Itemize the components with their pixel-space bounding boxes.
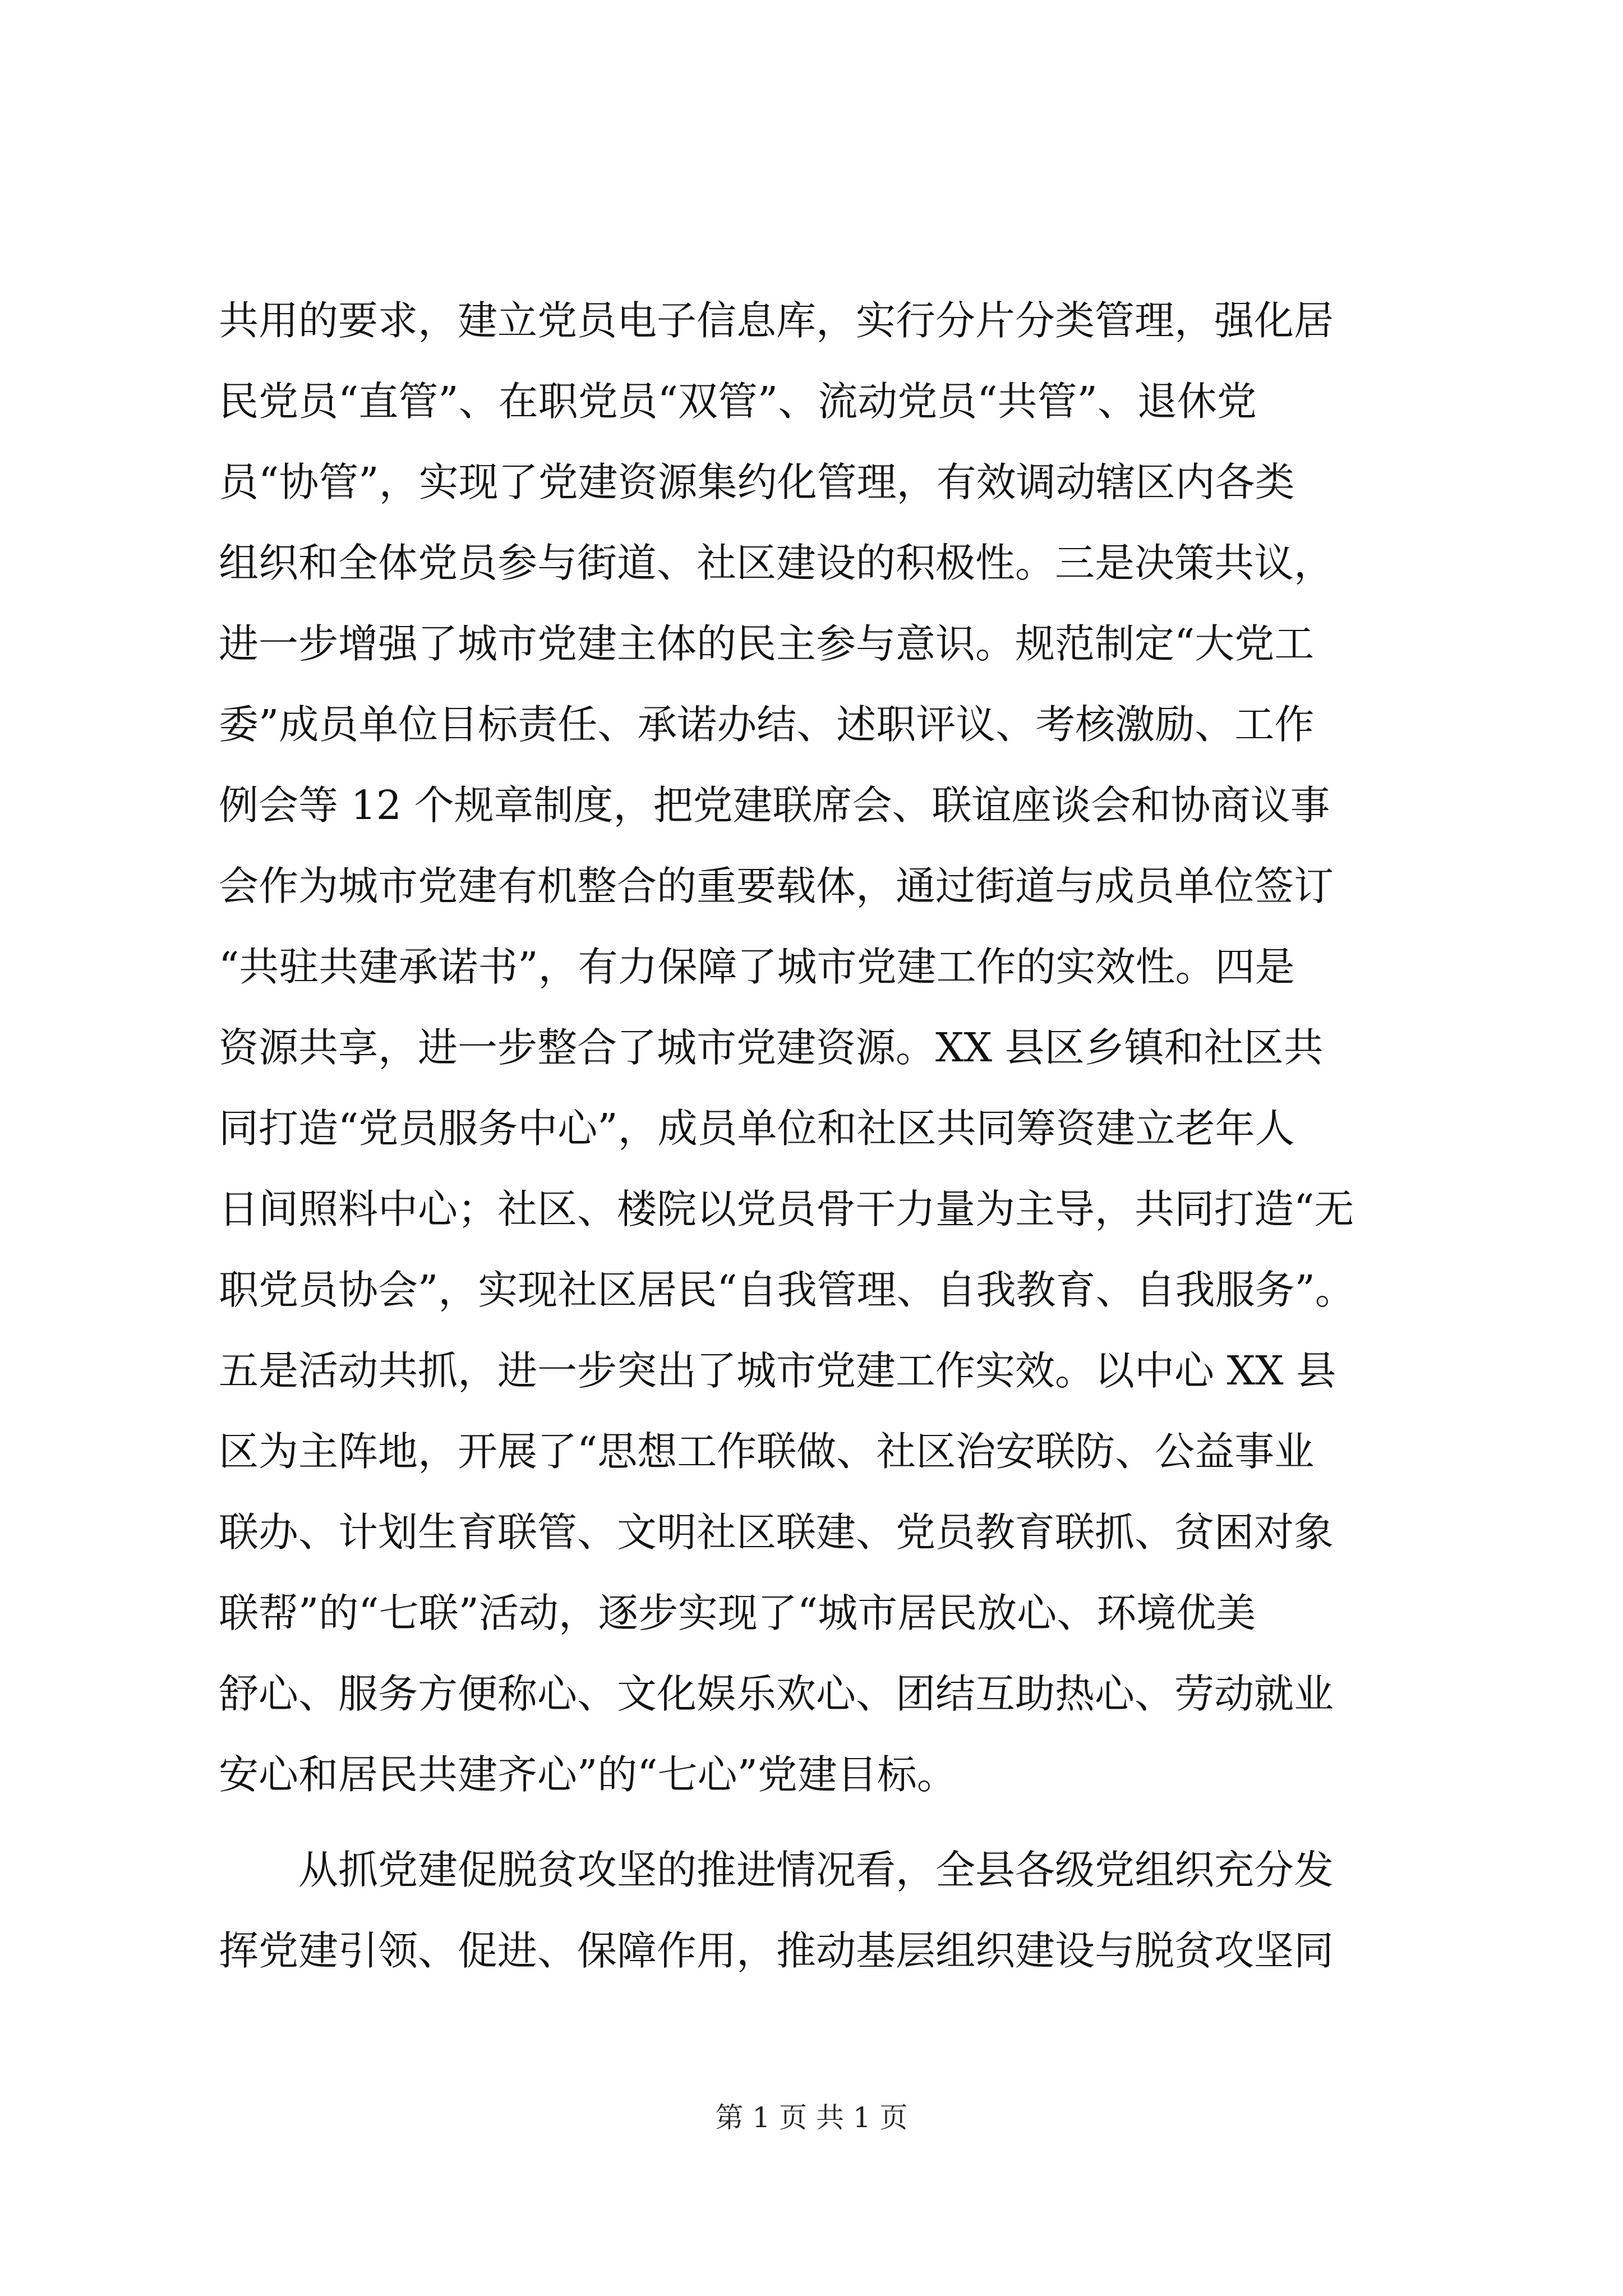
- text-line: “共驻共建承诺书”，有力保障了城市党建工作的实效性。四是: [219, 944, 1295, 990]
- text-line: 五是活动共抓，进一步突出了城市党建工作实效。以中心 XX 县: [219, 1347, 1336, 1394]
- page-number-label: 第 1 页 共 1 页: [715, 2101, 908, 2134]
- text-line: 会作为城市党建有机整合的重要载体，通过街道与成员单位签订: [219, 863, 1334, 909]
- text-line: 同打造“党员服务中心”，成员单位和社区共同筹资建立老年人: [219, 1105, 1295, 1152]
- text-line: 民党员“直管”、在职党员“双管”、流动党员“共管”、退休党: [219, 378, 1257, 425]
- text-line: 区为主阵地，开展了“思想工作联做、社区治安联防、公益事业: [219, 1428, 1315, 1475]
- text-line: 安心和居民共建齐心”的“七心”党建目标。: [219, 1751, 957, 1798]
- document-body: [219, 280, 1424, 1991]
- text-line: 共用的要求，建立党员电子信息库，实行分片分类管理，强化居: [219, 297, 1334, 344]
- text-line: 舒心、服务方便称心、文化娱乐欢心、团结互助热心、劳动就业: [219, 1671, 1334, 1717]
- page-footer: [0, 2098, 1623, 2137]
- text-line: 职党员协会”，实现社区居民“自我管理、自我教育、自我服务”。: [219, 1267, 1355, 1313]
- paragraph-spacer: [219, 1815, 1424, 1830]
- text-line: 联办、计划生育联管、文明社区联建、党员教育联抓、贫困对象: [219, 1509, 1334, 1556]
- text-line: 组织和全体党员参与街道、社区建设的积极性。三是决策共议，: [219, 540, 1334, 586]
- text-line: 例会等 12 个规章制度，把党建联席会、联谊座谈会和协商议事: [219, 782, 1330, 829]
- text-line: 资源共享，进一步整合了城市党建资源。XX 县区乡镇和社区共: [219, 1024, 1324, 1071]
- paragraph-1: [219, 280, 1424, 1815]
- text-line: 委”成员单位目标责任、承诺办结、述职评议、考核激励、工作: [219, 701, 1315, 748]
- text-line: 日间照料中心；社区、楼院以党员骨干力量为主导，共同打造“无: [219, 1186, 1354, 1232]
- paragraph-2: [219, 1830, 1424, 1991]
- text-line: 员“协管”，实现了党建资源集约化管理，有效调动辖区内各类: [219, 459, 1295, 505]
- text-line: 从抓党建促脱贫攻坚的推进情况看，全县各级党组织充分发: [298, 1847, 1334, 1893]
- text-line: 联帮”的“七联”活动，逐步实现了“城市居民放心、环境优美: [219, 1590, 1256, 1636]
- text-line: 挥党建引领、促进、保障作用，推动基层组织建设与脱贫攻坚同: [219, 1927, 1334, 1974]
- text-line: 进一步增强了城市党建主体的民主参与意识。规范制定“大党工: [219, 620, 1315, 667]
